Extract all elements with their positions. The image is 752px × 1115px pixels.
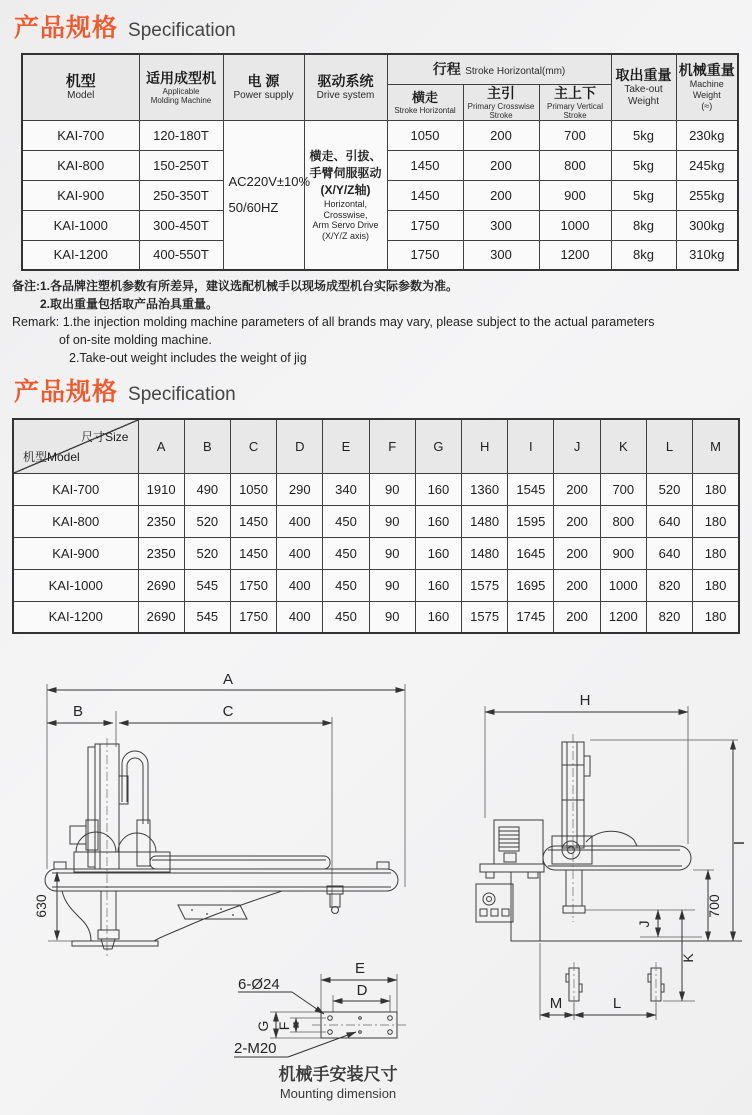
dim-cell: 450	[323, 537, 369, 569]
cell-model: KAI-1000	[22, 210, 139, 240]
dim-cell: 1745	[508, 601, 554, 633]
cell-takeout: 5kg	[611, 180, 676, 210]
dim-cell: 180	[693, 505, 739, 537]
dim-cell: 160	[415, 505, 461, 537]
dim-cell: 820	[646, 569, 692, 601]
cell-stroke-v: 900	[539, 180, 611, 210]
col-header-takeout-weight: 取出重量 Take-out Weight	[611, 54, 676, 120]
cell-weight: 300kg	[676, 210, 738, 240]
cell-weight: 230kg	[676, 120, 738, 150]
cell-stroke-h: 1450	[387, 150, 463, 180]
dim-cell: 1575	[462, 569, 508, 601]
dim-cell: 640	[646, 505, 692, 537]
dim-cell: 1450	[230, 537, 276, 569]
dim-cell: 160	[415, 473, 461, 505]
remark-zh-line2: 2.取出重量包括取产品治具重量。	[40, 297, 219, 311]
cell-takeout: 8kg	[611, 210, 676, 240]
dim-cell: 180	[693, 601, 739, 633]
col-header-F: F	[369, 419, 415, 473]
cell-stroke-v: 700	[539, 120, 611, 150]
col-header-I: I	[508, 419, 554, 473]
mounting-caption-zh: 机械手安装尺寸	[278, 1065, 398, 1084]
col-header-drive-system: 驱动系统 Drive system	[304, 54, 387, 120]
dim-cell: 545	[184, 601, 230, 633]
cell-weight: 245kg	[676, 150, 738, 180]
mounting-drawing	[234, 960, 406, 1101]
dim-cell: 2350	[138, 505, 184, 537]
dim-cell: 1545	[508, 473, 554, 505]
cell-model: KAI-1200	[13, 601, 138, 633]
dim-cell: 200	[554, 601, 600, 633]
cell-takeout: 5kg	[611, 150, 676, 180]
cell-model: KAI-700	[22, 120, 139, 150]
cell-model: KAI-800	[13, 505, 138, 537]
dim-cell: 1645	[508, 537, 554, 569]
dim-cell: 200	[554, 505, 600, 537]
dim-cell: 1200	[600, 601, 646, 633]
col-header-K: K	[600, 419, 646, 473]
dim-cell: 2690	[138, 601, 184, 633]
cell-stroke-h: 1750	[387, 240, 463, 270]
cell-model: KAI-800	[22, 150, 139, 180]
col-header-power-supply: 电 源 Power supply	[223, 54, 304, 120]
col-header-applicable-machine: 适用成型机 Applicable Molding Machine	[139, 54, 223, 120]
dim-cell: 2350	[138, 537, 184, 569]
dim-cell: 400	[277, 505, 323, 537]
dim-cell: 340	[323, 473, 369, 505]
dim-cell: 1750	[230, 601, 276, 633]
col-header-L: L	[646, 419, 692, 473]
side-view-drawing	[33, 671, 405, 956]
dim-cell: 1595	[508, 505, 554, 537]
dim-cell: 1000	[600, 569, 646, 601]
remark-en-line1: Remark: 1.the injection molding machine parameters of all brands may vary, please subject to the actual parameters	[12, 315, 655, 329]
dim-cell: 1360	[462, 473, 508, 505]
cell-power-supply: AC220V±10% 50/60HZ	[223, 120, 304, 270]
col-header-C: C	[230, 419, 276, 473]
dim-label-h: H	[579, 692, 591, 709]
cell-stroke-c: 300	[463, 210, 539, 240]
cell-stroke-v: 1200	[539, 240, 611, 270]
cell-stroke-c: 200	[463, 120, 539, 150]
dim-cell: 160	[415, 569, 461, 601]
dim-label-a: A	[222, 671, 234, 688]
dim-cell: 700	[600, 473, 646, 505]
section2-title-en: Specification	[128, 384, 236, 405]
dim-cell: 545	[184, 569, 230, 601]
col-header-model: 机型 Model	[22, 54, 139, 120]
bolts-label: 2-M20	[234, 1040, 277, 1057]
dim-cell: 900	[600, 537, 646, 569]
dim-cell: 400	[277, 537, 323, 569]
cell-stroke-h: 1450	[387, 180, 463, 210]
col-header-H: H	[462, 419, 508, 473]
dim-cell: 520	[184, 537, 230, 569]
dim-label-j: J	[636, 920, 652, 928]
dim-label-630: 630	[33, 894, 49, 918]
cell-model: KAI-700	[13, 473, 138, 505]
dim-label-b: B	[72, 703, 84, 720]
dim-cell: 90	[369, 473, 415, 505]
dim-cell: 800	[600, 505, 646, 537]
remark-en-line2: of on-site molding machine.	[59, 333, 212, 347]
col-header-E: E	[323, 419, 369, 473]
dim-cell: 1450	[230, 505, 276, 537]
cell-stroke-v: 800	[539, 150, 611, 180]
cell-stroke-c: 300	[463, 240, 539, 270]
dim-cell: 200	[554, 473, 600, 505]
cell-stroke-c: 200	[463, 180, 539, 210]
dim-cell: 400	[277, 601, 323, 633]
corner-model-label: 机型Model	[23, 449, 80, 464]
cell-model: KAI-1000	[13, 569, 138, 601]
col-header-machine-weight: 机械重量 Machine Weight (≈)	[676, 54, 738, 120]
dim-cell: 640	[646, 537, 692, 569]
dim-label-e: E	[354, 960, 366, 977]
dim-cell: 290	[277, 473, 323, 505]
section2-title-zh: 产品规格	[14, 378, 119, 406]
cell-stroke-h: 1050	[387, 120, 463, 150]
dim-cell: 1050	[230, 473, 276, 505]
dim-cell: 520	[184, 505, 230, 537]
cell-stroke-v: 1000	[539, 210, 611, 240]
dim-cell: 90	[369, 537, 415, 569]
col-header-A: A	[138, 419, 184, 473]
dim-label-i: I	[731, 840, 748, 846]
cell-machine: 120-180T	[139, 120, 223, 150]
section1-title-zh: 产品规格	[14, 14, 119, 42]
col-header-stroke: 行程 Stroke Horizontal(mm)	[387, 54, 611, 84]
dim-cell: 90	[369, 505, 415, 537]
dim-label-c: C	[222, 703, 234, 720]
remark-en-line3: 2.Take-out weight includes the weight of jig	[69, 351, 307, 365]
cell-stroke-h: 1750	[387, 210, 463, 240]
dim-cell: 450	[323, 601, 369, 633]
front-view-drawing	[476, 692, 748, 1020]
dim-label-700: 700	[706, 894, 722, 918]
cell-machine: 250-350T	[139, 180, 223, 210]
dim-cell: 180	[693, 537, 739, 569]
cell-machine: 400-550T	[139, 240, 223, 270]
cell-takeout: 5kg	[611, 120, 676, 150]
dim-cell: 820	[646, 601, 692, 633]
dim-cell: 160	[415, 601, 461, 633]
dim-label-k: K	[680, 953, 696, 963]
col-header-stroke-crosswise: 主引 Primary Crosswise Stroke	[463, 84, 539, 120]
dim-cell: 1910	[138, 473, 184, 505]
dim-label-l: L	[612, 995, 622, 1012]
dim-cell: 450	[323, 569, 369, 601]
dim-cell: 90	[369, 601, 415, 633]
col-header-M: M	[693, 419, 739, 473]
cell-model: KAI-900	[22, 180, 139, 210]
dim-cell: 1575	[462, 601, 508, 633]
dim-label-d: D	[356, 982, 368, 999]
col-header-J: J	[554, 419, 600, 473]
dim-cell: 180	[693, 569, 739, 601]
dim-label-m: M	[549, 995, 563, 1012]
col-header-stroke-vertical: 主上下 Primary Vertical Stroke	[539, 84, 611, 120]
dim-cell: 2690	[138, 569, 184, 601]
cell-stroke-c: 200	[463, 150, 539, 180]
dim-cell: 160	[415, 537, 461, 569]
holes-label: 6-Ø24	[238, 976, 280, 993]
dim-label-f: F	[276, 1021, 292, 1031]
dim-cell: 490	[184, 473, 230, 505]
cell-model: KAI-1200	[22, 240, 139, 270]
dim-cell: 200	[554, 569, 600, 601]
mounting-caption-en: Mounting dimension	[279, 1086, 397, 1101]
col-header-B: B	[184, 419, 230, 473]
dim-cell: 1695	[508, 569, 554, 601]
dim-label-g: G	[255, 1020, 271, 1032]
dim-cell: 520	[646, 473, 692, 505]
col-header-D: D	[277, 419, 323, 473]
dim-cell: 1480	[462, 505, 508, 537]
cell-model: KAI-900	[13, 537, 138, 569]
cell-takeout: 8kg	[611, 240, 676, 270]
cell-weight: 255kg	[676, 180, 738, 210]
cell-machine: 300-450T	[139, 210, 223, 240]
dim-cell: 180	[693, 473, 739, 505]
dim-cell: 200	[554, 537, 600, 569]
dim-cell: 90	[369, 569, 415, 601]
dim-cell: 400	[277, 569, 323, 601]
col-header-G: G	[415, 419, 461, 473]
dim-cell: 1480	[462, 537, 508, 569]
section1-title-en: Specification	[128, 20, 236, 41]
corner-size-label: 尺寸Size	[81, 430, 129, 444]
col-header-stroke-horizontal: 横走 Stroke Horizontal	[387, 84, 463, 120]
cell-drive-system: 横走、引拔、 手臂伺服驱动 (X/Y/Z轴) Horizontal, Crosswise, Arm Servo Drive (X/Y/Z axis)	[304, 120, 387, 270]
remark-zh-line1: 备注:1.各品牌注塑机参数有所差异，建议选配机械手以现场成型机台实际参数为准。	[12, 279, 459, 293]
cell-machine: 150-250T	[139, 150, 223, 180]
dim-cell: 1750	[230, 569, 276, 601]
dim-cell: 450	[323, 505, 369, 537]
cell-weight: 310kg	[676, 240, 738, 270]
